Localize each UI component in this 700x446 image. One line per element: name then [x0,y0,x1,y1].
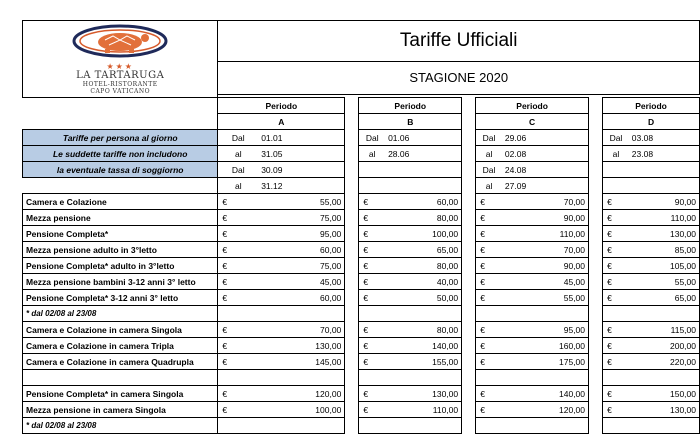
currency-symbol: € [359,226,385,242]
period-b-label: Periodo [359,98,462,114]
price-value: 115,00 [629,322,700,338]
currency-symbol: € [476,354,502,370]
currency-symbol: € [359,338,385,354]
currency-symbol: € [476,242,502,258]
currency-symbol: € [218,354,258,370]
price-rows-single [23,386,700,418]
row-label: Camera e Colazione [23,194,218,210]
price-value: 65,00 [385,242,462,258]
currency-symbol: € [476,274,502,290]
price-value: 130,00 [629,402,700,418]
table-row [23,402,700,418]
price-value: 120,00 [502,402,589,418]
table-row [23,194,700,210]
price-value: 70,00 [258,322,345,338]
currency-symbol: € [603,210,629,226]
price-value: 130,00 [385,386,462,402]
currency-symbol: € [476,194,502,210]
price-value: 40,00 [385,274,462,290]
table-row [23,210,700,226]
currency-symbol: € [359,242,385,258]
currency-symbol: € [603,322,629,338]
price-value: 90,00 [502,258,589,274]
hotel-name: LA TARTARUGA [76,70,165,81]
table-row [23,242,700,258]
currency-symbol: € [603,338,629,354]
price-value: 65,00 [629,290,700,306]
currency-symbol: € [218,386,258,402]
price-value: 155,00 [385,354,462,370]
price-value: 95,00 [502,322,589,338]
price-value: 60,00 [258,290,345,306]
currency-symbol: € [359,322,385,338]
price-value: 45,00 [258,274,345,290]
price-value: 130,00 [258,338,345,354]
currency-symbol: € [476,402,502,418]
row-label: Pensione Completa* adulto in 3°letto [23,258,218,274]
currency-symbol: € [359,354,385,370]
hotel-location: CAPO VATICANO [90,88,151,95]
table-row [23,338,700,354]
currency-symbol: € [476,258,502,274]
table-row [23,258,700,274]
hotel-stars: ★★★ [106,62,134,71]
currency-symbol: € [603,242,629,258]
currency-symbol: € [218,322,258,338]
table-row [23,274,700,290]
row-label: Mezza pensione adulto in 3°letto [23,242,218,258]
currency-symbol: € [603,290,629,306]
price-value: 55,00 [502,290,589,306]
period-a-letter: A [218,114,345,130]
price-value: 90,00 [502,210,589,226]
hotel-logo [23,21,218,98]
currency-symbol: € [218,194,258,210]
row-label: Mezza pensione in camera Singola [23,402,218,418]
currency-symbol: € [359,290,385,306]
price-value: 100,00 [258,402,345,418]
currency-symbol: € [603,402,629,418]
row-label: Mezza pensione [23,210,218,226]
price-value: 160,00 [502,338,589,354]
price-value: 70,00 [502,242,589,258]
price-value: 90,00 [629,194,700,210]
currency-symbol: € [476,322,502,338]
row-label: Camera e Colazione in camera Tripla [23,338,218,354]
currency-symbol: € [603,354,629,370]
price-rows-rooms [23,322,700,370]
price-value: 105,00 [629,258,700,274]
price-value: 100,00 [385,226,462,242]
price-value: 140,00 [385,338,462,354]
price-value: 150,00 [629,386,700,402]
price-value: 55,00 [258,194,345,210]
period-c-letter: C [476,114,589,130]
price-value: 200,00 [629,338,700,354]
currency-symbol: € [476,210,502,226]
table-row [23,290,700,306]
currency-symbol: € [218,274,258,290]
period-c-label: Periodo [476,98,589,114]
note-line-3: la eventuale tassa di soggiorno [23,162,218,178]
table-row [23,226,700,242]
note-line-1: Tariffe per persona al giorno [23,130,218,146]
price-value: 220,00 [629,354,700,370]
currency-symbol: € [359,194,385,210]
row-label: Camera e Colazione in camera Quadrupla [23,354,218,370]
period-a-label: Periodo [218,98,345,114]
currency-symbol: € [218,258,258,274]
price-value: 175,00 [502,354,589,370]
price-value: 95,00 [258,226,345,242]
currency-symbol: € [218,242,258,258]
table-row [23,386,700,402]
price-value: 110,00 [629,210,700,226]
currency-symbol: € [603,258,629,274]
season-title: STAGIONE 2020 [218,62,700,94]
currency-symbol: € [603,226,629,242]
table-row [23,322,700,338]
price-value: 75,00 [258,258,345,274]
price-value: 50,00 [385,290,462,306]
period-d-letter: D [603,114,700,130]
price-value: 70,00 [502,194,589,210]
currency-symbol: € [359,274,385,290]
price-value: 55,00 [629,274,700,290]
price-value: 130,00 [629,226,700,242]
currency-symbol: € [476,386,502,402]
currency-symbol: € [218,226,258,242]
currency-symbol: € [359,386,385,402]
currency-symbol: € [476,290,502,306]
table-row [23,354,700,370]
currency-symbol: € [218,210,258,226]
price-value: 85,00 [629,242,700,258]
currency-symbol: € [359,210,385,226]
row-label: Camera e Colazione in camera Singola [23,322,218,338]
row-label: Pensione Completa* in camera Singola [23,386,218,402]
currency-symbol: € [218,402,258,418]
price-value: 140,00 [502,386,589,402]
price-value: 45,00 [502,274,589,290]
currency-symbol: € [218,290,258,306]
price-value: 110,00 [502,226,589,242]
price-value: 75,00 [258,210,345,226]
tariff-table: ★★★ LA TARTARUGA HOTEL-RISTORANTE CAPO VATICANO Tariffe Ufficiali STAGIONE 2020 Periodo Periodo Periodo Periodo A B C D Tariffe per persona al giorno Dal 01.01 Dal 01.06 Dal 29.06 Dal 03.08 Le suddette tariffe non includono al 31.05 al 28.06 al 02.08 al 23.08 la eventuale tassa di soggiorno Dal 30.09 Dal 24.08 al 31.12 al 27.09 Camera e Colazione € 55,00 € 60,00 € 70,00 € 90,00 Mezza pensione € 75,00 € 80,00 € 90,00 € 110,00 Pensione Completa* € 95,00 € 100,00 € 110,00 € 130,00 Mezza pensione adulto in 3°letto € 60,00 € 65,00 € 70,00 € 85,00 Pensione Completa* adulto in 3°letto € 75,00 € 80,00 € 90,00 € 105,00 Mezza pensione bambini 3-12 anni 3° letto € 45,00 € 40,00 € 45,00 € 55,00 Pensione Completa* 3-12 anni 3° letto € 60,00 € 50,00 € 55,00 € 65,00 * dal 02/08 al 23/08 Camera e Colazione in camera Singola € 70,00 € 80,00 € 95,00 € 115,00 Camera e Colazione in camera Tripla € 130,00 € 140,00 € 160,00 € 200,00 Camera e Colazione in camera Quadrupla € 145,00 € 155,00 € 175,00 € 220,00 Pensione Completa* in camera Singola € 120,00 € 130,00 € 140,00 € 150,00 Mezza pensione in camera Singola € 100,00 € 110,00 € 120,00 € 130,00 * dal 02/08 al 23/08 [22,20,700,434]
currency-symbol: € [603,274,629,290]
turtle-logo-icon [65,23,175,59]
price-value: 60,00 [385,194,462,210]
currency-symbol: € [603,386,629,402]
price-value: 80,00 [385,258,462,274]
price-value: 60,00 [258,242,345,258]
currency-symbol: € [476,226,502,242]
period-b-letter: B [359,114,462,130]
row-label: Pensione Completa* 3-12 anni 3° letto [23,290,218,306]
page-title: Tariffe Ufficiali [218,21,700,62]
price-rows-main [23,194,700,306]
currency-symbol: € [359,258,385,274]
price-value: 145,00 [258,354,345,370]
currency-symbol: € [218,338,258,354]
price-value: 80,00 [385,322,462,338]
footnote-2: * dal 02/08 al 23/08 [23,418,218,434]
hotel-subtitle: HOTEL-RISTORANTE [82,81,158,88]
price-value: 110,00 [385,402,462,418]
currency-symbol: € [603,194,629,210]
footnote-1: * dal 02/08 al 23/08 [23,306,218,322]
note-line-2: Le suddette tariffe non includono [23,146,218,162]
row-label: Mezza pensione bambini 3-12 anni 3° letto [23,274,218,290]
currency-symbol: € [476,338,502,354]
price-value: 120,00 [258,386,345,402]
price-value: 80,00 [385,210,462,226]
period-d-label: Periodo [603,98,700,114]
currency-symbol: € [359,402,385,418]
row-label: Pensione Completa* [23,226,218,242]
